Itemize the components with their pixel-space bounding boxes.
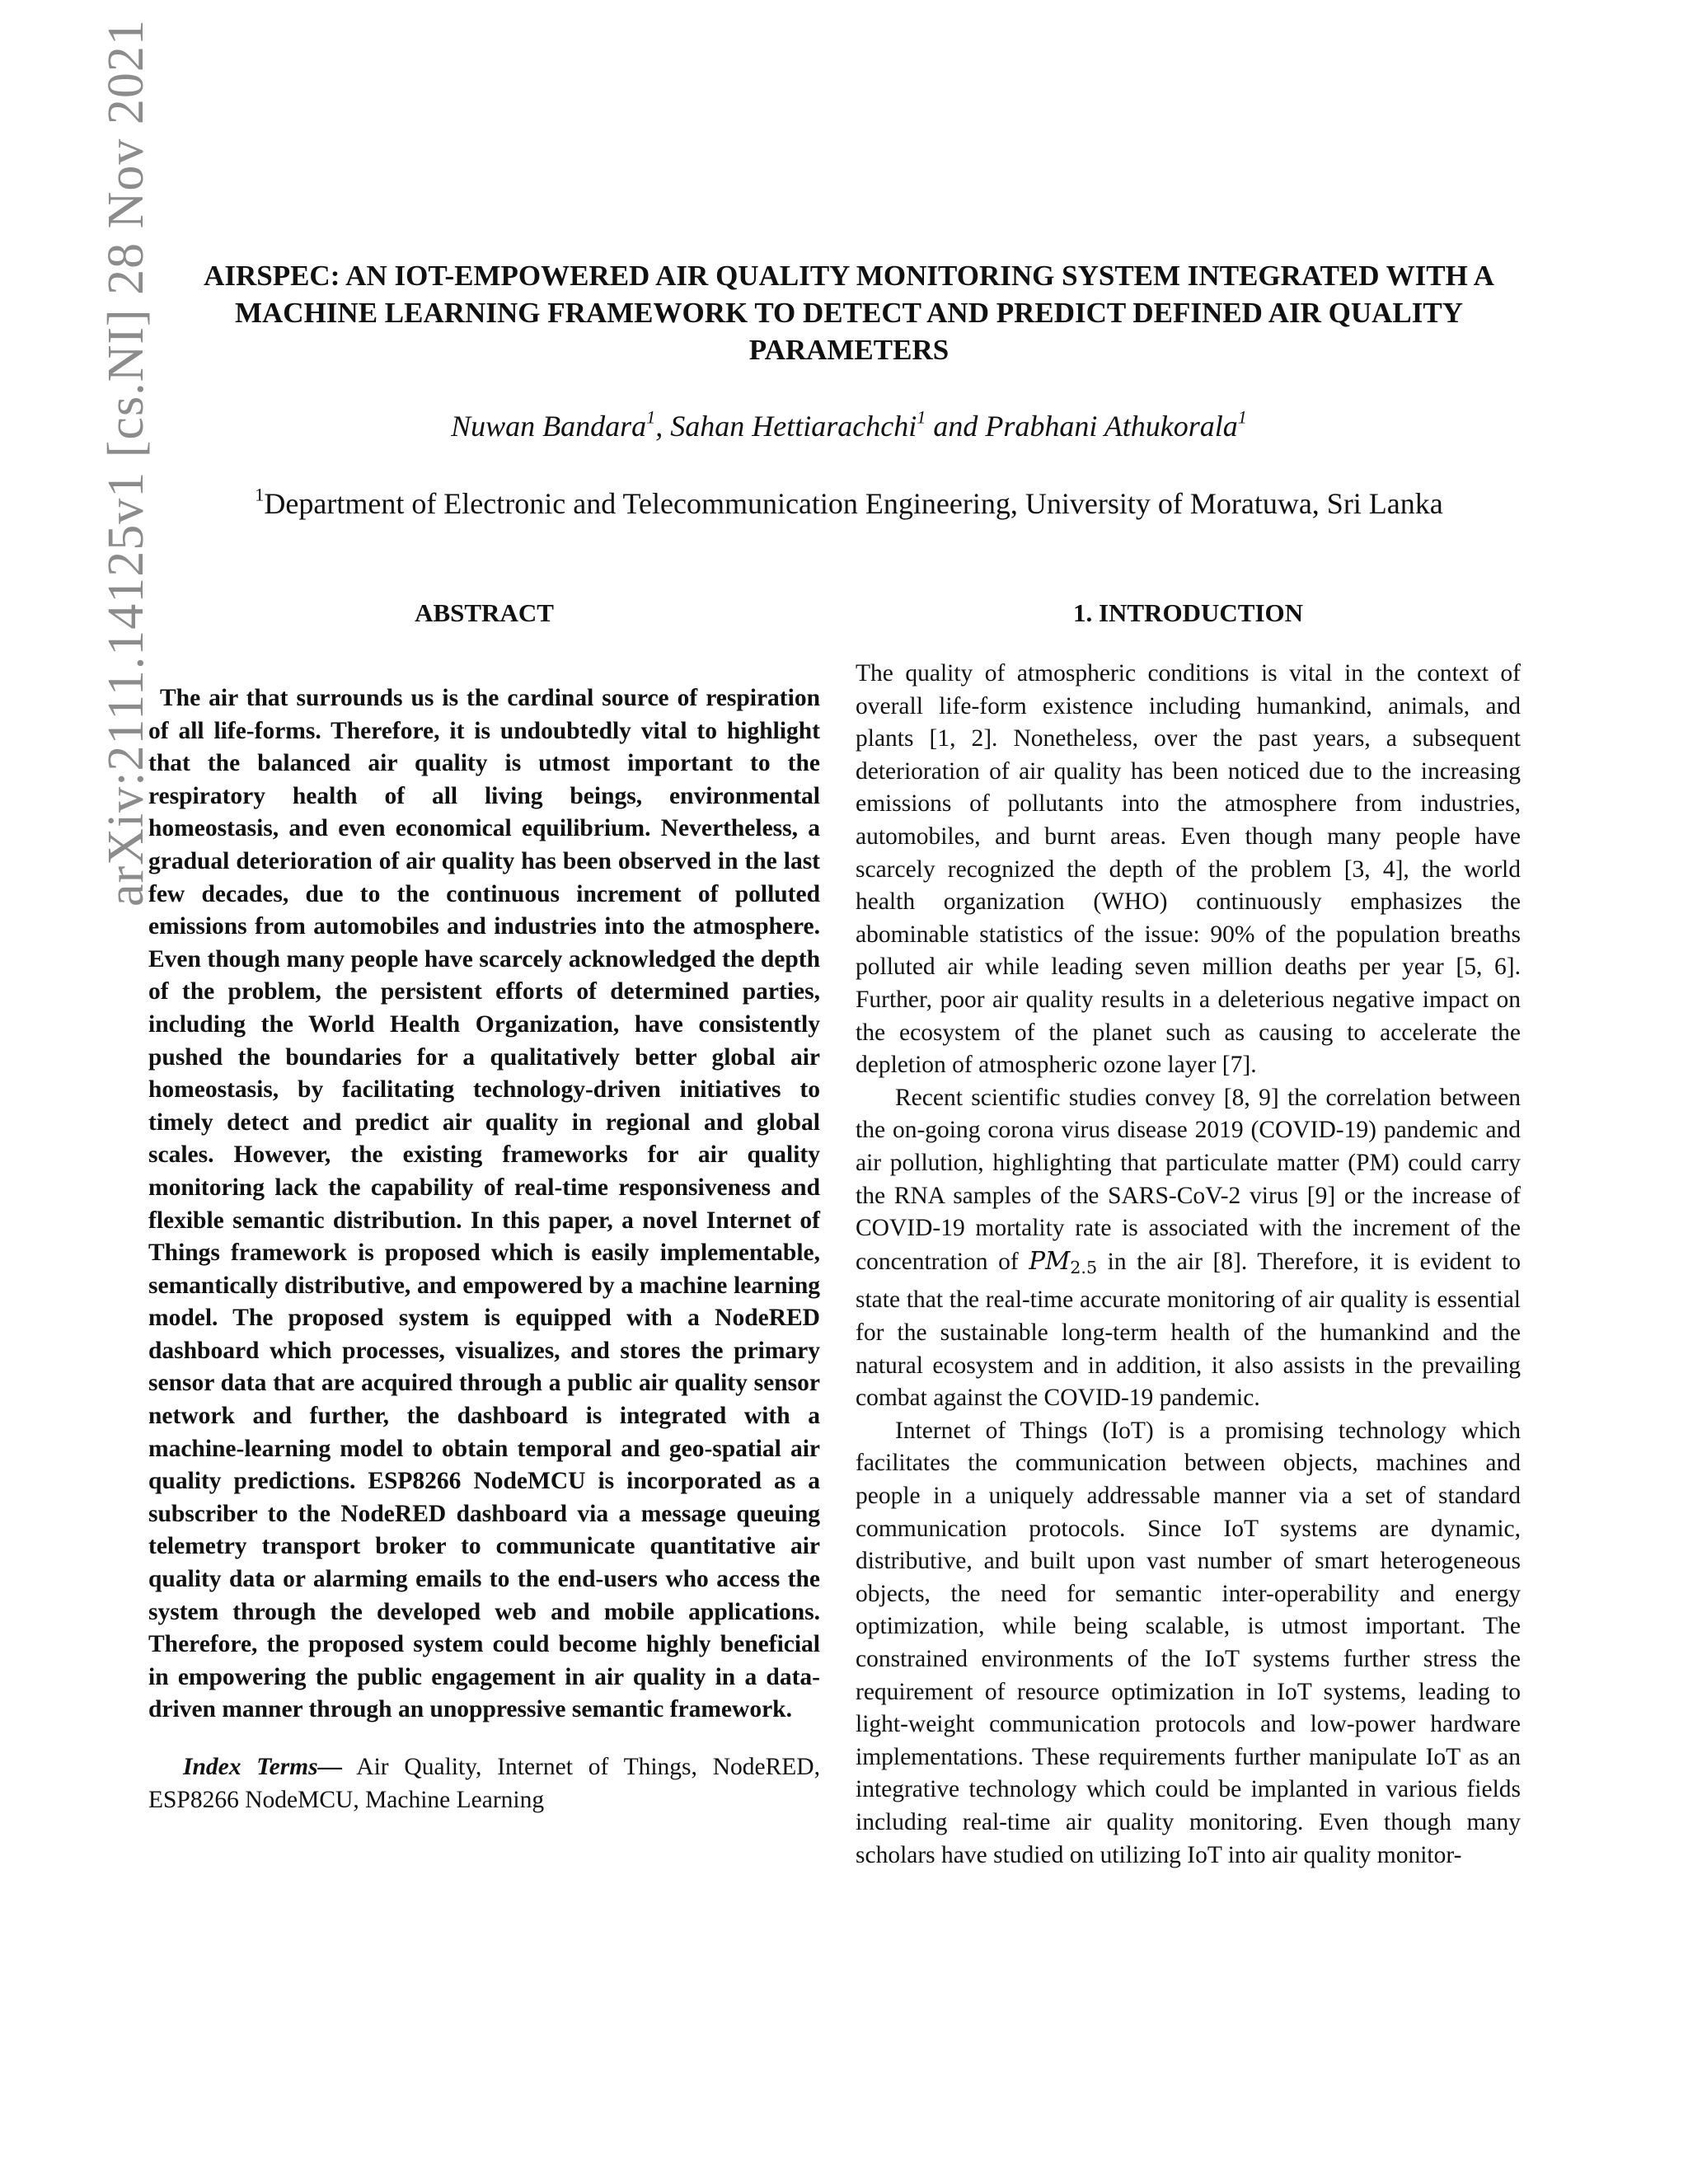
author-list bbox=[148, 406, 1550, 443]
author-name: Nuwan Bandara bbox=[451, 410, 647, 443]
author-affil-mark: 1 bbox=[917, 406, 926, 428]
pm25-math bbox=[1029, 1247, 1097, 1275]
left-column bbox=[148, 593, 820, 1816]
abstract-text: The air that surrounds us is the cardinal source of respiration of all life-forms. Therefore, it is undoubtedly vital to highlight that the balanced air quality is utmost important to the respiratory health of all living beings, environmental homeostasis, and even economical equilibrium. Nevertheless, a gradual deterioration of air quality has been observed in the last few decades, due to the continuous increment of polluted emissions from automobiles and industries into the atmosphere. Even though many people have scarcely acknowledged the depth of the problem, the persistent efforts of determined parties, including the World Health Organization, have consistently pushed the boundaries for a qualitatively better global air homeostasis, by facilitating technology-driven initiatives to timely detect and predict air quality in regional and global scales. However, the existing frameworks for air quality monitoring lack the capability of real-time responsiveness and flexible semantic distribution. In this paper, a novel Internet of Things framework is proposed which is easily implementable, semantically distributive, and empowered by a machine learning model. The proposed system is equipped with a NodeRED dashboard which processes, visualizes, and stores the primary sensor data that are acquired through a public air quality sensor network and further, the dashboard is integrated with a machine-learning model to obtain temporal and geo-spatial air quality predictions. ESP8266 NodeMCU is incorporated as a subscriber to the NodeRED dashboard via a message queuing telemetry transport broker to communicate quantitative air quality data or alarming emails to the end-users who access the system through the developed web and mobile applications. Therefore, the proposed system could become highly beneficial in empowering the public engagement in air quality in a data-driven manner through an unoppressive semantic framework. bbox=[148, 685, 820, 1723]
right-column bbox=[856, 593, 1521, 1872]
author-name: Prabhani Athukorala bbox=[985, 410, 1238, 443]
affiliation bbox=[148, 486, 1550, 521]
author-separator: , bbox=[655, 410, 671, 443]
intro-paragraph-1: The quality of atmospheric conditions is vital in the context of overall life-form existence including humankind, animals, and plants [1, 2]. Nonetheless, over the past years, a subsequent deterioration of air quality has been noticed due to the increasing emissions of pollutants into the atmosphere from industries, automobiles, and burnt areas. Even though many people have scarcely recognized the depth of the problem [3, 4], the world health organization (WHO) continuously emphasizes the abominable statistics of the issue: 90% of the population breaths polluted air while leading seven million deaths per year [5, 6]. Further, poor air quality results in a deleterious negative impact on the ecosystem of the planet such as causing to accelerate the depletion of atmospheric ozone layer [7]. bbox=[856, 660, 1521, 1079]
author-separator: and bbox=[926, 410, 986, 443]
intro-p2-text-cont: in the air [8]. Therefore, it is evident to state that the real-time accurate monitoring of air quality is essential for the sustainable long-term health of the humankind and the natural ecosystem and in addition, it also assists in the prevailing combat against the COVID-19 pandemic. bbox=[856, 1248, 1521, 1412]
abstract-heading: ABSTRACT bbox=[415, 598, 554, 627]
index-terms-label: Index Terms— bbox=[183, 1754, 343, 1780]
author-name: Sahan Hettiarachchi bbox=[670, 410, 917, 443]
author-affil-mark: 1 bbox=[646, 406, 656, 428]
affiliation-mark: 1 bbox=[255, 484, 265, 505]
index-terms bbox=[148, 1751, 820, 1816]
intro-paragraph-3: Internet of Things (IoT) is a promising technology which facilitates the communication between objects, machines and people in a uniquely addressable manner via a set of standard communication protocols. Since IoT systems are dynamic, distributive, and built upon vast number of smart heterogeneous objects, the need for semantic inter-operability and energy optimization, while being scalable, is utmost important. The constrained environments of the IoT systems further stress the requirement of resource optimization in IoT systems, leading to light-weight communication protocols and low-power hardware implementations. These requirements further manipulate IoT as an integrative technology which could be implanted in various fields including real-time air quality monitoring. Even though many scholars have studied on utilizing IoT into air quality monitor- bbox=[856, 1417, 1521, 1868]
introduction-heading: 1. INTRODUCTION bbox=[1072, 598, 1304, 627]
affiliation-text: Department of Electronic and Telecommunication Engineering, University of Moratuwa, Sri Lanka bbox=[264, 487, 1443, 520]
pm-symbol: PM bbox=[1029, 1246, 1071, 1275]
paper-title: AIRSPEC: AN IOT-EMPOWERED AIR QUALITY MONITORING SYSTEM INTEGRATED WITH A MACHINE LEARNING FRAMEWORK TO DETECT AND PREDICT DEFINED AIR QUALITY PARAMETERS bbox=[204, 260, 1494, 366]
author-affil-mark: 1 bbox=[1237, 406, 1247, 428]
intro-p2-text: Recent scientific studies convey [8, 9] the correlation between the on-going corona virus disease 2019 (COVID-19) pandemic and air pollution, highlighting that particulate matter (PM) could carry the RNA samples of the SARS-CoV-2 virus [9] or the increase of COVID-19 mortality rate is associated with the increment of the concentration of bbox=[856, 1084, 1521, 1275]
index-terms-text: Air Quality, Internet of Things, NodeRED, ESP8266 NodeMCU, Machine Learning bbox=[148, 1754, 820, 1813]
intro-paragraph-2 bbox=[856, 1082, 1521, 1415]
arxiv-identifier: arXiv:2111.14125v1 [cs.NI] 28 Nov 2021 bbox=[98, 19, 154, 907]
pm-subscript: 2.5 bbox=[1070, 1257, 1098, 1277]
